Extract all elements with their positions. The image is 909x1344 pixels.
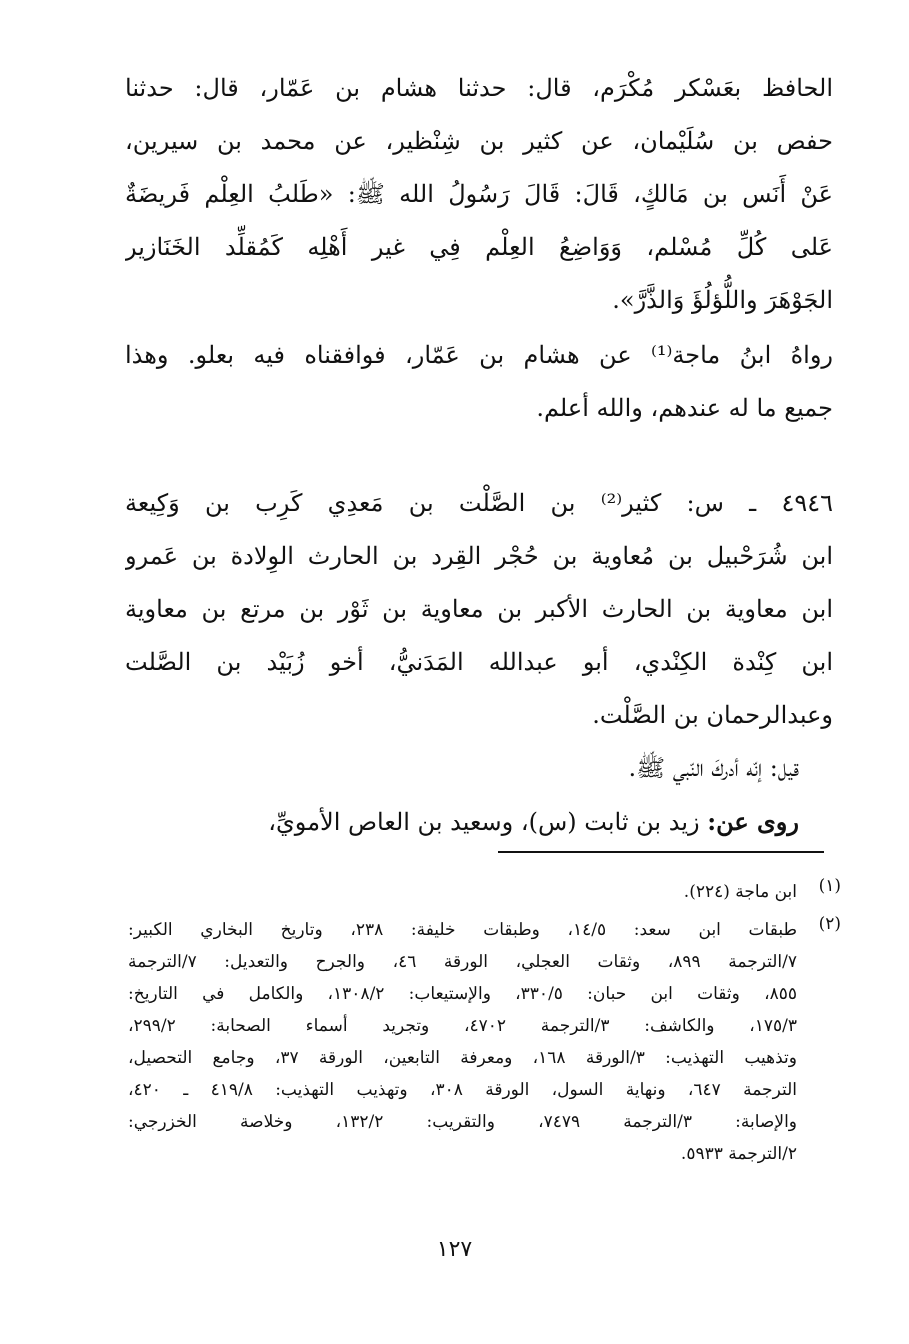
footnote-line: طبقات ابن سعد: ١٤/٥، وطبقات خليفة: ٢٣٨، وتاريخ البخاري الكبير: bbox=[128, 920, 797, 940]
rawa-text: زيد بن ثابت (س)، وسعيد بن العاص الأمويِّ، bbox=[268, 808, 708, 836]
text-line: حفص بن سُلَيْمان، عن كثير بن شِنْظير، عن محمد بن سيرين، bbox=[125, 127, 833, 155]
hadith-paragraph bbox=[125, 62, 833, 327]
footnote-line: والإصابة: ٣/الترجمة ٧٤٧٩، والتقريب: ١٣٢/٢، وخلاصة الخزرجي: bbox=[128, 1112, 797, 1132]
footnote-1 bbox=[128, 876, 841, 908]
qil-line: قيل: إنّه أدركَ النّبي ﷺ. bbox=[628, 754, 799, 782]
footnote-line: ٢/الترجمة ٥٩٣٣. bbox=[680, 1144, 797, 1164]
text-line: جميع ما له عندهم، والله أعلم. bbox=[536, 394, 833, 422]
footnote-number: (٢) bbox=[818, 914, 841, 934]
entry-line: وعبدالرحمان بن الصَّلْت. bbox=[592, 701, 833, 729]
text-line: الجَوْهَرَ واللُّؤلُؤَ وَالذَّرَّ». bbox=[612, 286, 833, 314]
rawa-label: روى عن: bbox=[707, 807, 799, 836]
text-line: عَلى كُلِّ مُسْلم، وَوَاضِعُ العِلْم فِي غير أَهْلِه كَمُقلِّد الخَنَازير bbox=[125, 233, 833, 261]
footnote-line: ٨٥٥، وثقات ابن حبان: ٣٣٠/٥، والإستيعاب: ١٣٠٨/٢، والكامل في التاريخ: bbox=[128, 984, 797, 1004]
entry-line: ابن شُرَحْبيل بن مُعاوية بن حُجْر القِرد بن الحارث الوِلادة بن عَمرو bbox=[125, 542, 833, 570]
entry-line: ابن معاوية بن الحارث الأكبر بن معاوية بن ثَوْر بن مرتع بن معاوية bbox=[125, 595, 833, 623]
footnote-line: وتذهيب التهذيب: ٣/الورقة ١٦٨، ومعرفة التابعين، الورقة ٣٧، وجامع التحصيل، bbox=[128, 1048, 797, 1068]
text-line: الحافظ بعَسْكر مُكْرَم، قال: حدثنا هشام بن عَمّار، قال: حدثنا bbox=[125, 74, 833, 102]
footnote-line: ٧/الترجمة ٨٩٩، وثقات العجلي، الورقة ٤٦، والجرح والتعديل: ٧/الترجمة bbox=[128, 952, 797, 972]
narration-paragraph bbox=[125, 329, 833, 435]
footnote-line: الترجمة ٦٤٧، ونهاية السول، الورقة ٣٠٨، وتهذيب التهذيب: ٤١٩/٨ ـ ٤٢٠، bbox=[128, 1080, 797, 1100]
page-number: ١٢٧ bbox=[436, 1237, 473, 1262]
text-line: رواهُ ابنُ ماجة⁽¹⁾ عن هشام بن عَمّار، فوافقناه فيه بعلو. وهذا bbox=[125, 341, 833, 369]
rawa-line bbox=[125, 795, 833, 848]
footnote-divider bbox=[498, 851, 824, 853]
footnote-line: ١٧٥/٣، والكاشف: ٣/الترجمة ٤٧٠٢، وتجريد أسماء الصحابة: ٢٩٩/٢، bbox=[128, 1016, 797, 1036]
footnote-number: (١) bbox=[818, 876, 841, 896]
text-line: عَنْ أَنَس بن مَالكٍ، قَالَ: قَالَ رَسُولُ الله ﷺ: «طَلبُ العِلْم فَريضَةٌ bbox=[125, 180, 833, 208]
entry-line: ٤٩٤٦ ـ س: كثير⁽²⁾ بن الصَّلْت بن مَعدِي كَرِب بن وَكِيعة bbox=[125, 489, 833, 517]
footnote-2 bbox=[128, 914, 841, 1170]
biography-entry bbox=[125, 477, 833, 848]
entry-line: ابن كِنْدة الكِنْدي، أبو عبدالله المَدَنيُّ، أخو زُبَيْد بن الصَّلت bbox=[125, 648, 833, 676]
footnote-line: ابن ماجة (٢٢٤). bbox=[683, 882, 797, 902]
